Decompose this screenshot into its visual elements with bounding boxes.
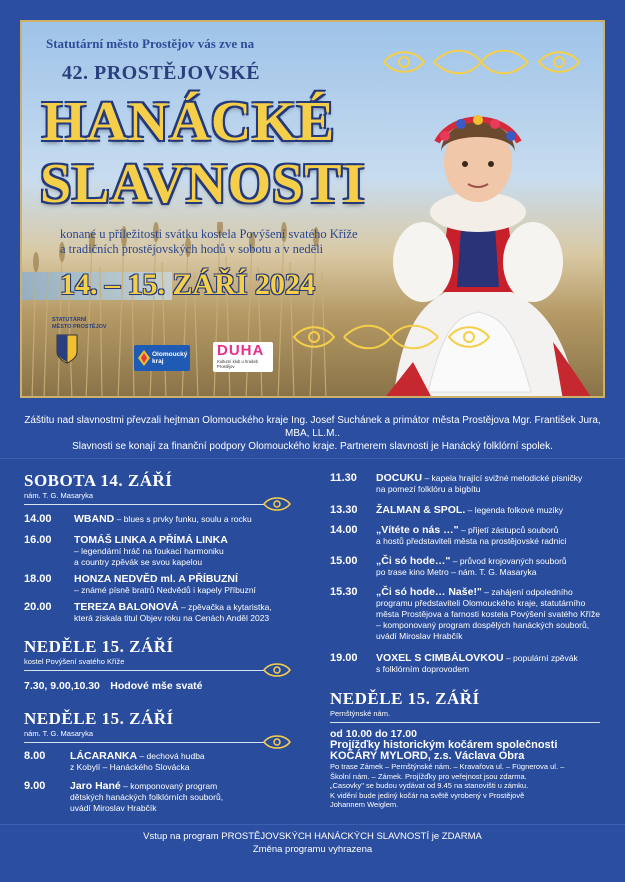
mass-title: Hodové mše svaté xyxy=(110,680,203,692)
event-time: 14.00 xyxy=(24,513,52,525)
event-time: 9.00 xyxy=(24,780,46,792)
event-title: LÁCARANKA xyxy=(70,750,138,762)
event-row xyxy=(24,535,314,568)
mass-times: 7.30, 9.00,10.30 xyxy=(24,680,100,692)
event-desc: – známé písně bratrů Nedvědů i kapely Příbuzní xyxy=(74,585,256,595)
divider xyxy=(24,504,264,505)
event-desc: z Kobylí – Hanáckého Slovácka xyxy=(70,762,190,772)
event-desc: – zahájení odpoledního xyxy=(481,587,573,597)
event-desc: – zpěvačka a kytaristka, xyxy=(178,602,272,612)
duha-logo-name: DUHA xyxy=(217,342,265,359)
event-title: „Či só hode… Naše!" xyxy=(376,586,482,598)
saturday-header xyxy=(24,471,294,500)
event-desc: – komponovaný program dospělých hanáckých souborů, xyxy=(376,620,590,630)
event-desc: – průvod krojovaných souborů xyxy=(450,556,567,566)
event-row xyxy=(330,587,610,642)
program-panel xyxy=(0,458,625,825)
event-desc: která získala titul Objev roku na Cenách Anděl 2023 xyxy=(74,613,270,623)
edition-title: 42. PROSTĚJOVSKÉ xyxy=(62,62,261,84)
event-time: 19.00 xyxy=(330,652,358,664)
event-desc: – legenda folkové muziky xyxy=(465,505,564,515)
olomoucky-kraj-logo xyxy=(134,345,190,371)
event-title: DOCUKU xyxy=(376,472,423,484)
city-shield-icon xyxy=(56,334,78,364)
sunday-pernstyn-place: Pernštýnské nám. xyxy=(330,709,391,718)
sunday-pernstyn-day-title: NEDĚLE 15. ZÁŘÍ xyxy=(330,689,480,708)
event-time: 18.00 xyxy=(24,573,52,585)
event-desc: – kapela hrající svižné melodické písničky xyxy=(422,473,583,483)
event-row xyxy=(24,514,314,528)
event-row xyxy=(330,653,610,675)
invite-text: Statutární město Prostějov vás zve na xyxy=(46,36,255,51)
carriage-desc: Johannem Weiglem. xyxy=(330,800,399,809)
carriage-title1: Projížďky historickým kočárem společnosti xyxy=(330,739,558,751)
carriage-time: od 10.00 do 17.00 xyxy=(330,728,417,740)
event-desc: – přijetí zástupců souborů xyxy=(458,525,559,535)
carriage-desc: K vidění bude jediný kočár na světě vyrobený v Prostějově xyxy=(330,790,525,800)
event-title: VOXEL S CIMBÁLOVKOU xyxy=(376,652,504,664)
saturday-day-title: SOBOTA 14. ZÁŘÍ xyxy=(24,471,173,490)
event-desc: dětských hanáckých folklórních souborů, xyxy=(70,792,224,802)
event-title: „Či só hode…" xyxy=(376,555,451,567)
event-desc: – komponovaný program xyxy=(120,781,218,791)
event-desc: uvádí Miroslav Hrabčík xyxy=(70,803,157,813)
event-time: 13.30 xyxy=(330,504,358,516)
event-row xyxy=(24,681,314,692)
event-row xyxy=(330,525,610,547)
event-title: WBAND xyxy=(74,513,115,525)
divider xyxy=(24,742,264,743)
footer-change-notice: Změna programu vyhrazena xyxy=(252,844,373,855)
event-row xyxy=(24,781,314,814)
event-title: „Vítéte o nás …" xyxy=(376,524,459,536)
festival-dates: 14. – 15. ZÁŘÍ 2024 xyxy=(60,268,316,301)
event-title: Jaro Hané xyxy=(70,780,121,792)
sunday-church-day-title: NEDĚLE 15. ZÁŘÍ xyxy=(24,637,174,656)
sunday-pernstyn-header xyxy=(330,689,600,718)
event-time: 14.00 xyxy=(330,524,358,536)
event-desc: – populární zpěvák xyxy=(503,653,578,663)
kraj-emblem-icon xyxy=(137,349,151,367)
event-row xyxy=(24,602,314,624)
event-desc: – dechová hudba xyxy=(137,751,205,761)
event-time: 15.00 xyxy=(330,555,358,567)
occasion-line2: a tradičních prostějovských hodů v sobotu a v neděli xyxy=(60,242,324,256)
footer xyxy=(0,830,625,856)
city-logo-label2: MĚSTO PROSTĚJOV xyxy=(52,324,107,330)
carriage-title2: KOČÁRY MYLORD, z.s. Václava Obra xyxy=(330,750,525,762)
sunday-church-header xyxy=(24,637,294,666)
event-title: ŽALMAN & SPOL. xyxy=(376,504,466,516)
main-title-line1: HANÁCKÉ xyxy=(42,91,336,153)
carriage-desc: Školní nám. – Zámek. Projížďky pro veřejnost jsou zdarma. xyxy=(330,771,527,781)
event-desc: uvádí Miroslav Hrabčík xyxy=(376,631,463,641)
event-title: TEREZA BALONOVÁ xyxy=(74,601,179,613)
event-desc: po trase kino Metro – nám. T. G. Masaryka xyxy=(376,567,537,577)
event-desc: a country zpěvák se svou kapelou xyxy=(74,557,203,567)
event-row xyxy=(24,751,314,773)
patronage-line1: Záštitu nad slavnostmi převzali hejtman Olomouckého kraje Ing. Josef Suchánek a primátor města Prostějova Mgr. František Jura, MBA, LL.M.. xyxy=(24,415,601,439)
sunday-square-place: nám. T. G. Masaryka xyxy=(24,729,94,738)
sunday-square-header xyxy=(24,709,294,738)
duha-logo-sub: Kulturní klub u hradeb Prostějov xyxy=(217,359,258,369)
hero-banner xyxy=(20,20,605,398)
sunday-church-place: kostel Povýšení svatého Kříže xyxy=(24,657,125,666)
event-time: 15.30 xyxy=(330,586,358,598)
event-desc: na pomezí folklóru a bigbítu xyxy=(376,484,481,494)
kraj-logo-label: Olomoucký kraj xyxy=(152,351,188,365)
carriage-desc: „Casovky" se budou vydávat od 9.45 na stanovišti u zámku. xyxy=(330,781,529,790)
event-desc: a hostů představiteli města na prostějovské radnici xyxy=(376,536,567,546)
sunday-square-day-title: NEDĚLE 15. ZÁŘÍ xyxy=(24,709,174,728)
event-row xyxy=(330,556,610,578)
ornament-icon xyxy=(262,733,292,751)
hero-ornament-top-icon xyxy=(374,47,589,77)
event-title: TOMÁŠ LINKA A PŘÍMÁ LINKA xyxy=(74,534,228,546)
hero-ornament-bottom-icon xyxy=(284,322,499,352)
event-row xyxy=(330,473,610,495)
divider xyxy=(330,722,600,723)
divider xyxy=(24,670,264,671)
event-time: 16.00 xyxy=(24,534,52,546)
event-time: 8.00 xyxy=(24,750,46,762)
occasion-line1: konané u příležitosti svátku kostela Povýšení svatého Kříže xyxy=(60,227,358,241)
event-time: 11.30 xyxy=(330,472,357,484)
ornament-icon xyxy=(262,495,292,513)
saturday-place: nám. T. G. Masaryka xyxy=(24,491,94,500)
city-logo xyxy=(52,317,132,375)
event-desc: programu představiteli Olomouckého kraje, statutárního města Prostějova a farnosti kostela Povýšení svatého Kříže xyxy=(376,598,600,619)
ornament-icon xyxy=(262,661,292,679)
event-title: HONZA NEDVĚD ml. A PŘÍBUZNÍ xyxy=(74,573,238,585)
patronage-line2: Slavnosti se konají za finanční podpory Olomouckého kraje. Partnerem slavnosti je Hanácký folklórní spolek. xyxy=(72,441,553,452)
event-row xyxy=(24,574,314,596)
event-row xyxy=(330,505,610,516)
event-desc: – legendární hráč na foukací harmoniku xyxy=(74,546,224,556)
footer-entry-free: Vstup na program PROSTĚJOVSKÝCH HANÁCKÝCH SLAVNOSTÍ je ZDARMA xyxy=(143,831,482,842)
carriage-rides xyxy=(330,729,615,810)
event-time: 20.00 xyxy=(24,601,52,613)
main-title-line2: SLAVNOSTI xyxy=(40,153,366,215)
carriage-desc: Po trase Zámek – Pernštýnské nám. – Kravařova ul. – Fügnerova ul. – xyxy=(330,762,565,771)
event-desc: – blues s prvky funku, soulu a rocku xyxy=(114,514,252,524)
duha-logo xyxy=(213,342,273,372)
patronage-text xyxy=(20,414,605,453)
event-desc: s folklórním doprovodem xyxy=(376,664,470,674)
occasion-text xyxy=(60,227,358,257)
city-logo-label1: STATUTÁRNÍ xyxy=(52,317,87,323)
